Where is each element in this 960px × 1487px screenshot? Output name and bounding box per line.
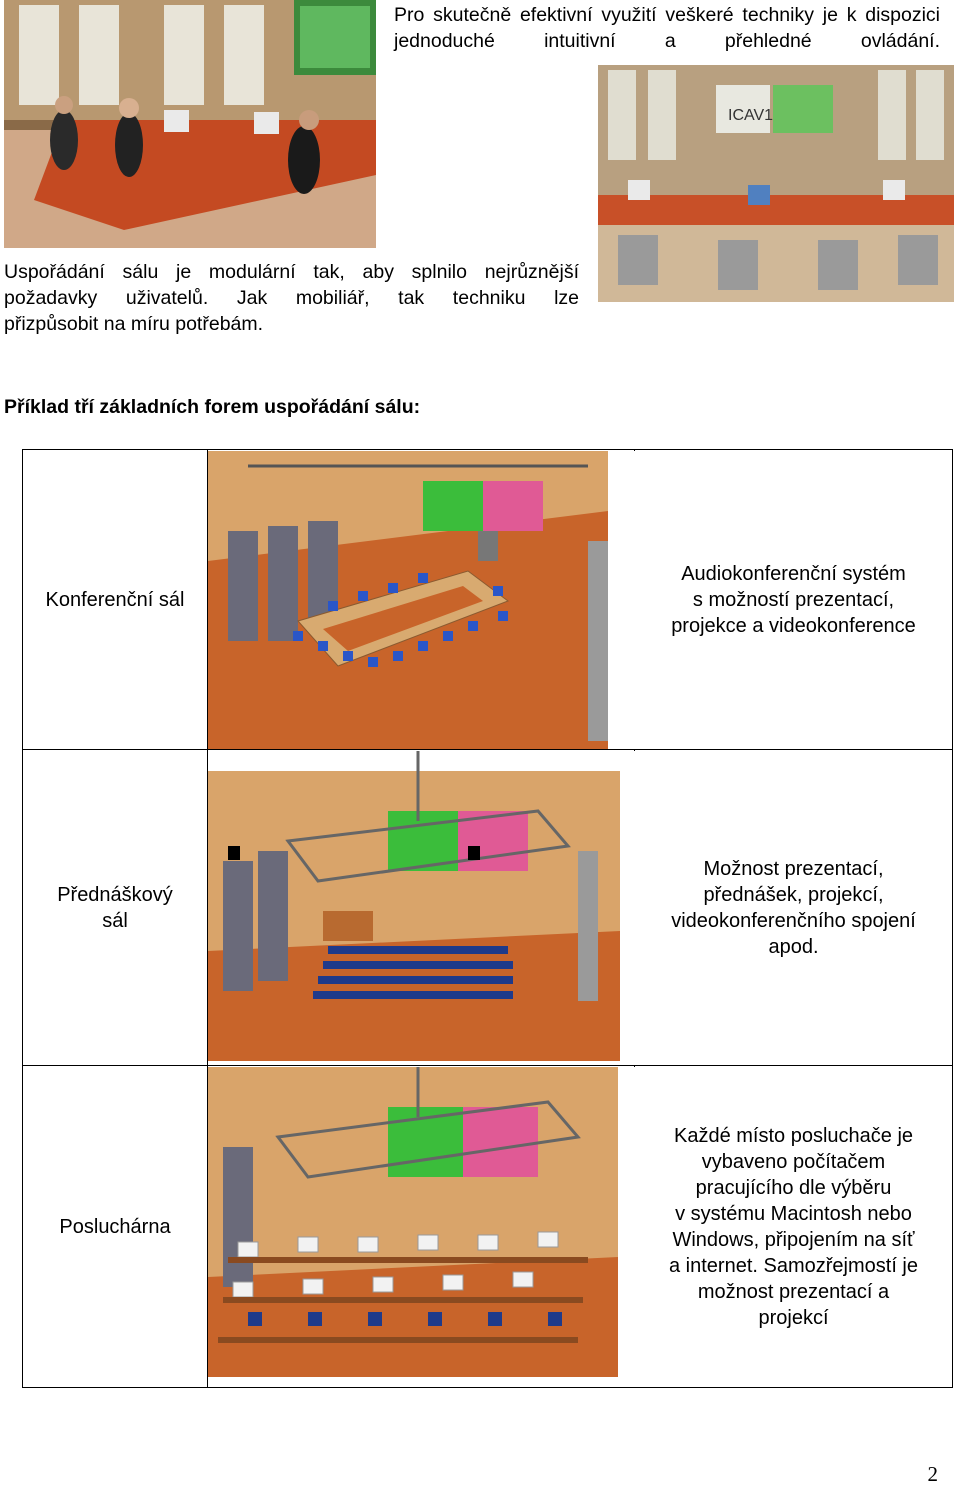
- name-line: sál: [102, 909, 128, 932]
- desc-line: projekcí: [758, 1306, 829, 1329]
- table-row-auditorium: [23, 1066, 953, 1388]
- desc-line: Windows, připojením na síť: [672, 1228, 915, 1251]
- table-row-conference: [23, 450, 953, 750]
- render-auditorium: [208, 1066, 635, 1388]
- table-row-lecture: [23, 750, 953, 1066]
- desc-line: apod.: [768, 935, 819, 958]
- modular-paragraph: [4, 259, 579, 337]
- render-lecture-hall: [208, 750, 635, 1066]
- row-desc-lecture: [635, 750, 953, 1066]
- desc-line: přednášek, projekcí,: [703, 883, 884, 906]
- row-name-conference: Konferenční sál: [23, 450, 208, 750]
- room-layout-table: [22, 449, 953, 1388]
- desc-line: a internet. Samozřejmostí je: [669, 1254, 918, 1277]
- modular-line-2: požadavky uživatelů. Jak mobiliář, tak techniku lze: [4, 287, 579, 309]
- intro-paragraph: Pro skutečně efektivní využití veškeré techniky je k dispozici jednoduché intuitivní a přehledné ovládání.: [394, 4, 940, 52]
- row-name-auditorium: Posluchárna: [23, 1066, 208, 1388]
- photo-room-icav-screen: [598, 65, 954, 302]
- desc-line: pracujícího dle výběru: [695, 1176, 892, 1199]
- icav-screen-text: ICAV1: [728, 107, 774, 124]
- desc-line: videokonferenčního spojení: [671, 909, 916, 932]
- modular-line-1: Uspořádání sálu je modulární tak, aby splnilo nejrůznější: [4, 261, 579, 283]
- render-conference-hall: [208, 450, 635, 750]
- desc-line: Audiokonferenční systém: [681, 562, 906, 585]
- desc-line: s možností prezentací,: [692, 588, 895, 611]
- photo-conference-room-computers: [4, 0, 376, 248]
- desc-line: projekce a videokonference: [671, 614, 916, 637]
- desc-line: vybaveno počítačem: [701, 1150, 886, 1173]
- modular-line-3: přizpůsobit na míru potřebám.: [4, 313, 264, 335]
- desc-line: Možnost prezentací,: [703, 857, 884, 880]
- desc-line: Každé místo posluchače je: [673, 1124, 914, 1147]
- row-name-lecture: [23, 750, 208, 1066]
- desc-line: v systému Macintosh nebo: [675, 1202, 912, 1225]
- page-number: 2: [927, 1462, 938, 1486]
- desc-line: možnost prezentací a: [697, 1280, 890, 1303]
- section-heading: Příklad tří základních forem uspořádání sálu:: [4, 396, 421, 418]
- name-line: Přednáškový: [57, 883, 173, 906]
- row-desc-conference: [635, 450, 953, 750]
- row-desc-auditorium: [635, 1066, 953, 1388]
